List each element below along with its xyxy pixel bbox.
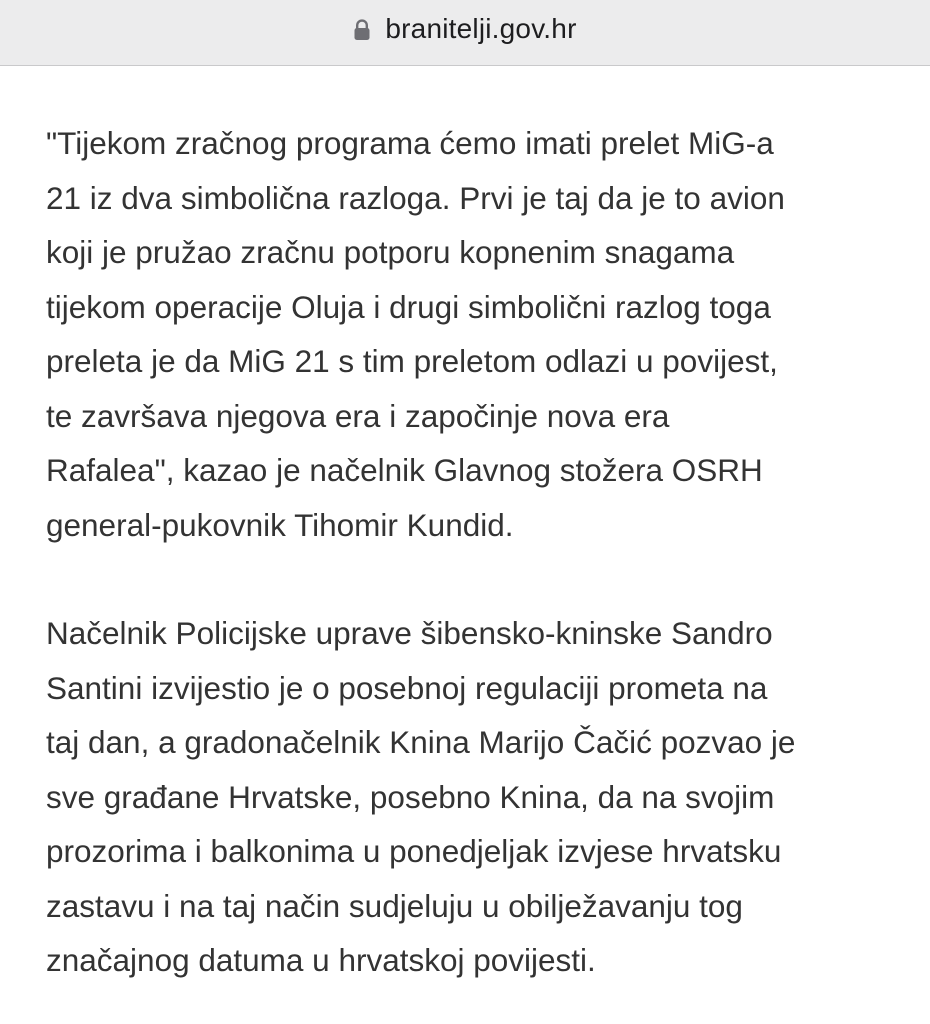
paragraph-line: značajnog datuma u hrvatskoj povijesti. — [46, 942, 596, 978]
article-paragraph-1 — [46, 116, 886, 552]
article-body — [46, 116, 886, 988]
paragraph-line: "Tijekom zračnog programa ćemo imati prelet MiG-a — [46, 125, 774, 161]
paragraph-line: 21 iz dva simbolična razloga. Prvi je taj da je to avion — [46, 179, 785, 216]
lock-icon — [353, 19, 371, 41]
paragraph-line: Načelnik Policijske uprave šibensko-kninske Sandro — [46, 615, 773, 651]
paragraph-line: Rafalea", kazao je načelnik Glavnog stožera OSRH — [46, 452, 763, 488]
paragraph-line: prozorima i balkonima u ponedjeljak izvjese hrvatsku — [46, 833, 782, 869]
browser-address-bar[interactable] — [0, 0, 930, 66]
paragraph-line: Santini izvijestio je o posebnoj regulaciji prometa na — [46, 669, 768, 706]
article-paragraph-2 — [46, 606, 886, 988]
url-field[interactable] — [0, 12, 930, 46]
paragraph-line: te završava njegova era i započinje nova era — [46, 397, 670, 434]
paragraph-line: preleta je da MiG 21 s tim preletom odlazi u povijest, — [46, 343, 778, 379]
url-text: branitelji.gov.hr — [385, 13, 577, 44]
paragraph-line: general-pukovnik Tihomir Kundid. — [46, 506, 514, 543]
paragraph-line: sve građane Hrvatske, posebno Knina, da na svojim — [46, 778, 775, 815]
paragraph-line: tijekom operacije Oluja i drugi simbolični razlog toga — [46, 288, 771, 325]
paragraph-line: taj dan, a gradonačelnik Knina Marijo Čačić pozvao je — [46, 724, 796, 760]
paragraph-line: koji je pružao zračnu potporu kopnenim snagama — [46, 234, 735, 270]
paragraph-line: zastavu i na taj način sudjeluju u obilježavanju tog — [46, 887, 743, 924]
